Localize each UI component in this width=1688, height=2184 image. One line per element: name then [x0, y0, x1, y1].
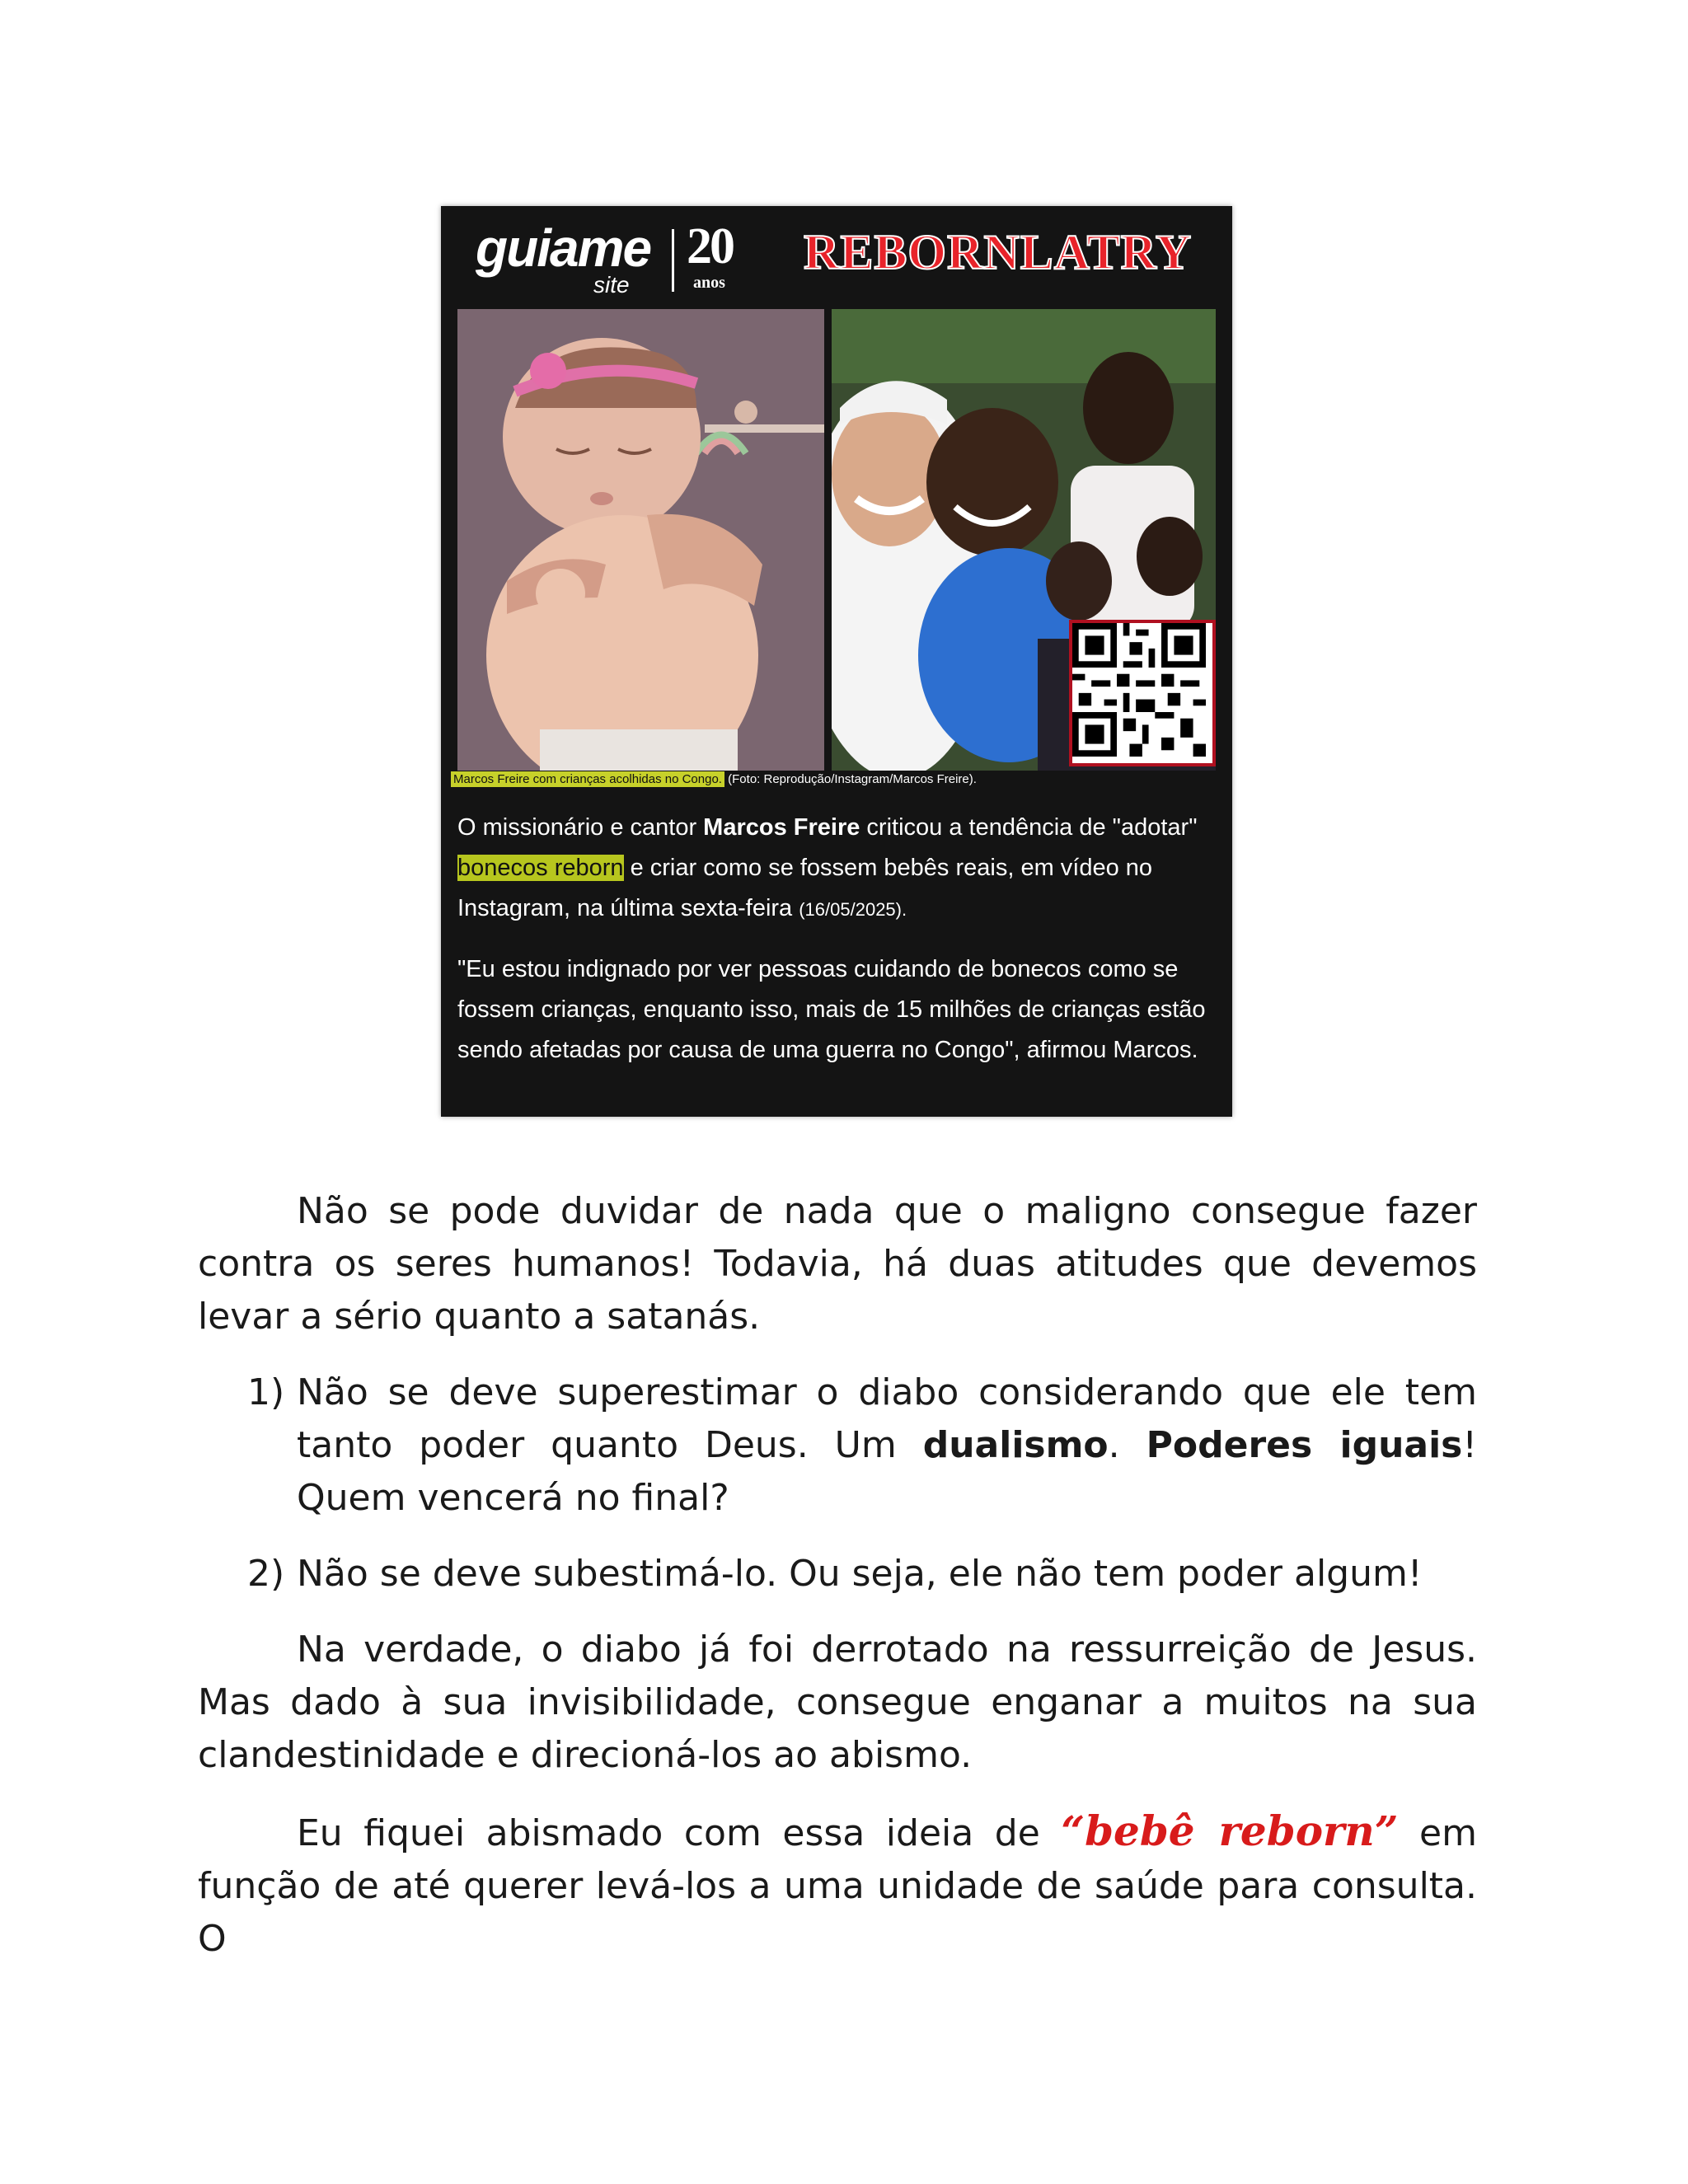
list-item-1-text-2: . [1108, 1424, 1146, 1466]
list-item-1-text: Não se deve superestimar o diabo considerando que ele tem tanto poder quanto Deus. Um [297, 1371, 1477, 1466]
card-paragraph-1 [457, 808, 1216, 930]
paragraph-2: Na verdade, o diabo já foi derrotado na ressurreição de Jesus. Mas dado à sua invisibilidade, consegue enganar a muitos na sua clandestinidade e direcioná-los ao abismo. [198, 1629, 1477, 1776]
logo-separator [672, 229, 674, 292]
paragraph-1: Não se pode duvidar de nada que o maligno consegue fazer contra os seres humanos! Todavia, há duas atitudes que devemos levar a sério quanto a satanás. [198, 1190, 1477, 1338]
list-number-1: 1) [247, 1371, 285, 1413]
qr-code-icon [1072, 623, 1206, 757]
card-article-text [457, 808, 1216, 1090]
list-item-1 [198, 1366, 1477, 1525]
marcos-freire-name: Marcos Freire [703, 814, 860, 841]
news-card-image [441, 206, 1232, 1117]
paragraph-3 [198, 1805, 1477, 1966]
dualismo-bold: dualismo [922, 1424, 1109, 1466]
paragraph-3-text: Eu fiquei abismado com essa ideia de [297, 1812, 1062, 1854]
card-p1-text: O missionário e cantor [457, 814, 704, 841]
caption-highlight: Marcos Freire com crianças acolhidas no Congo. [451, 771, 724, 787]
reborn-doll-photo [457, 309, 824, 771]
paragraph-3-text-2: em função de até querer levá-los a uma unidade de saúde para consulta. O [198, 1812, 1477, 1960]
caption-credit: (Foto: Reprodução/Instagram/Marcos Freire). [724, 772, 977, 786]
card-date: (16/05/2025). [799, 899, 907, 920]
bonecos-reborn-highlight: bonecos reborn [457, 855, 624, 881]
list-item-2-text: Não se deve subestimá-lo. Ou seja, ele não tem poder algum! [297, 1553, 1423, 1595]
card-quote: "Eu estou indignado por ver pessoas cuidando de bonecos como se fossem crianças, enquanto isso, mais de 15 milhões de crianças estão sendo afetadas por causa de uma guerra no Congo", afirmou Marcos. [457, 956, 1206, 1063]
qr-code[interactable] [1069, 620, 1216, 766]
list-number-2: 2) [247, 1553, 285, 1595]
card-header [441, 206, 1232, 305]
guiame-logo-sub: site [593, 272, 630, 298]
reborn-doll-illustration [457, 309, 824, 771]
card-p1-text-2: criticou a tendência de "adotar" [860, 814, 1198, 841]
guiame-logo: guiame [476, 218, 651, 278]
list-item-2 [198, 1548, 1477, 1601]
photo-caption [451, 772, 1217, 795]
document-body [198, 1185, 1477, 1989]
card-p1-text-3: e criar como se fossem bebês reais, em vídeo no Instagram, na última sexta-feira [457, 855, 1153, 921]
anniversary-years-label: anos [693, 274, 725, 292]
list-item-1-text-3: ! Quem vencerá no final? [297, 1424, 1477, 1519]
anniversary-number: 20 [687, 218, 733, 274]
poderes-iguais-bold: Poderes iguais [1146, 1424, 1463, 1466]
bebe-reborn-emphasis: “bebê reborn” [1061, 1807, 1399, 1855]
rebornlatry-title: REBORNLATRY [804, 225, 1193, 279]
